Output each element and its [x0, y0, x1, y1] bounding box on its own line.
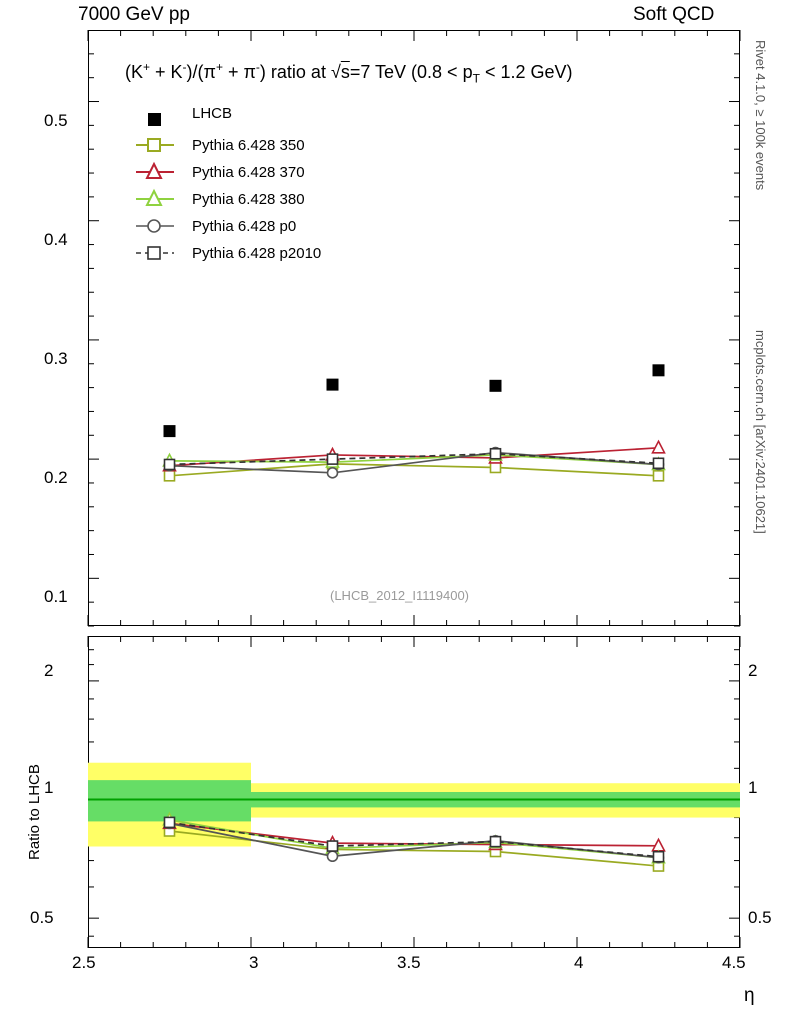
- xaxis-label: η: [744, 985, 755, 1006]
- legend-label-p2010: Pythia 6.428 p2010: [192, 245, 322, 262]
- ratio-ytick-right-0.5: 0.5: [748, 908, 772, 927]
- legend-label-350: Pythia 6.428 350: [192, 137, 305, 154]
- series-line: [170, 464, 659, 476]
- legend-label-lhcb: LHCB: [192, 105, 233, 122]
- ratio-axis-label: Ratio to LHCB: [26, 764, 43, 860]
- xtick-3.5: 3.5: [397, 953, 421, 972]
- side-text-rivet: Rivet 4.1.0, ≥ 100k events: [753, 40, 768, 191]
- side-text-mcplots: mcplots.cern.ch [arXiv:2401.10621]: [753, 330, 768, 534]
- ytick-0.3: 0.3: [44, 349, 68, 368]
- xtick-2.5: 2.5: [72, 953, 96, 972]
- ratio-ytick-2: 2: [44, 661, 54, 680]
- ytick-0.1: 0.1: [44, 587, 68, 606]
- header-left: 7000 GeV pp: [78, 4, 190, 25]
- dataset-watermark: (LHCB_2012_I1119400): [330, 588, 470, 603]
- plot-title: (K+ + K-)/(π+ + π-) ratio at √s=7 TeV ($0.8 < p_T < 1.2$ GeV): [125, 60, 573, 86]
- ytick-0.4: 0.4: [44, 230, 68, 249]
- ratio-ytick-1: 1: [44, 778, 54, 797]
- ytick-0.2: 0.2: [44, 468, 68, 487]
- xtick-3: 3: [249, 953, 259, 972]
- legend-label-380: Pythia 6.428 380: [192, 191, 305, 208]
- legend-label-370: Pythia 6.428 370: [192, 164, 305, 181]
- xtick-4.5: 4.5: [722, 953, 746, 972]
- ratio-ytick-right-2: 2: [748, 661, 758, 680]
- xtick-4: 4: [574, 953, 584, 972]
- ratio-ytick-right-1: 1: [748, 778, 758, 797]
- legend-label-p0: Pythia 6.428 p0: [192, 218, 297, 235]
- ytick-0.5: 0.5: [44, 111, 68, 130]
- ratio-ytick-0.5: 0.5: [30, 908, 54, 927]
- header-right: Soft QCD: [633, 4, 715, 25]
